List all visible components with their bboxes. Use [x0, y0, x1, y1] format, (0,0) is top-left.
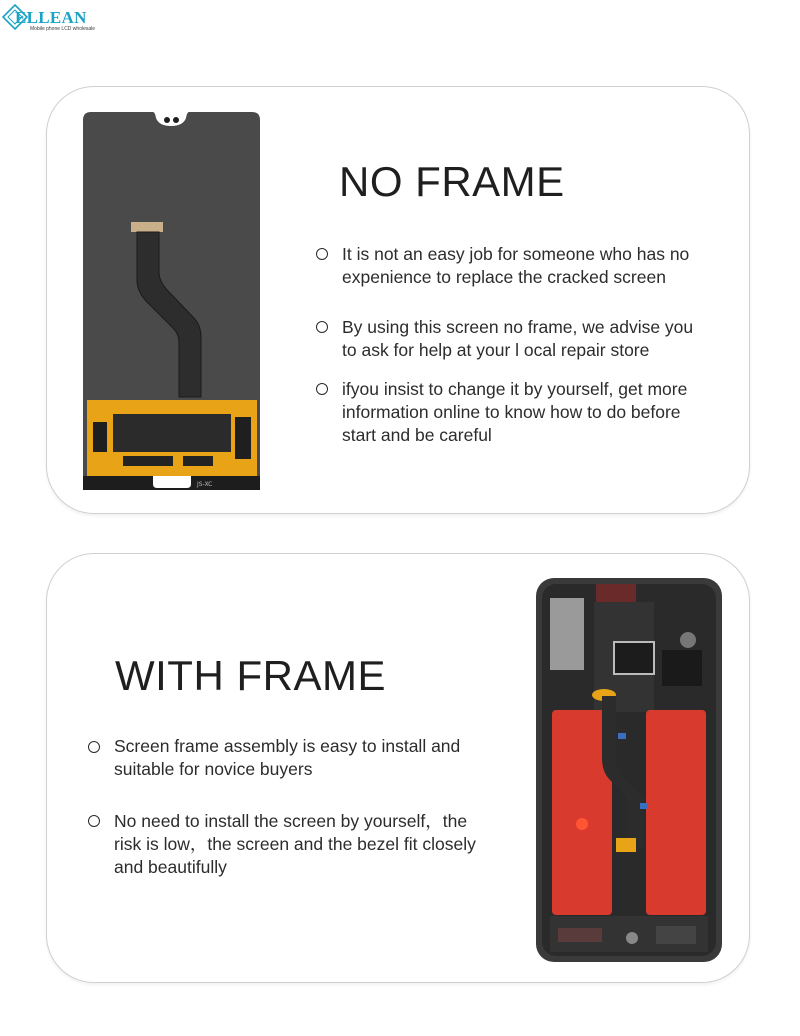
brand-tagline: Mobile phone LCD wholesale: [30, 26, 96, 32]
with-frame-bullet-1: [114, 735, 460, 781]
lcd-screen-no-frame-image: [83, 112, 260, 490]
bullet-circle-icon: [316, 248, 328, 260]
bullet-line: Screen frame assembly is easy to install and: [114, 736, 461, 756]
bullet-line: information online to know how to do before: [342, 402, 681, 422]
bullet-line: By using this screen no frame, we advise you: [342, 317, 694, 337]
bullet-line: risk is low，the screen and the bezel fit closely: [114, 834, 476, 854]
bullet-circle-icon: [316, 383, 328, 395]
board-marking: JS-XC: [197, 481, 213, 488]
bullet-line: start and be careful: [342, 425, 492, 445]
bullet-circle-icon: [88, 741, 100, 753]
no-frame-bullet-1: [342, 243, 689, 289]
no-frame-bullet-3: [342, 378, 687, 447]
bullet-line: ifyou insist to change it by yourself, get more: [342, 379, 688, 399]
bullet-line: No need to install the screen by yourself，the: [114, 811, 468, 831]
brand-logo: [2, 2, 122, 38]
with-frame-bullet-2: [114, 810, 476, 879]
no-frame-title: NO FRAME: [339, 158, 565, 205]
bullet-line: expenience to replace the cracked screen: [342, 267, 666, 287]
bullet-line: It is not an easy job for someone who has no: [342, 244, 690, 264]
with-frame-title: WITH FRAME: [115, 652, 386, 699]
bullet-circle-icon: [88, 815, 100, 827]
brand-name: ELLEAN: [15, 8, 87, 27]
bullet-line: suitable for novice buyers: [114, 759, 313, 779]
bullet-circle-icon: [316, 321, 328, 333]
bullet-line: and beautifully: [114, 857, 227, 877]
no-frame-bullet-2: [342, 316, 693, 362]
lcd-screen-with-frame-image: [536, 578, 722, 962]
bullet-line: to ask for help at your l ocal repair store: [342, 340, 650, 360]
